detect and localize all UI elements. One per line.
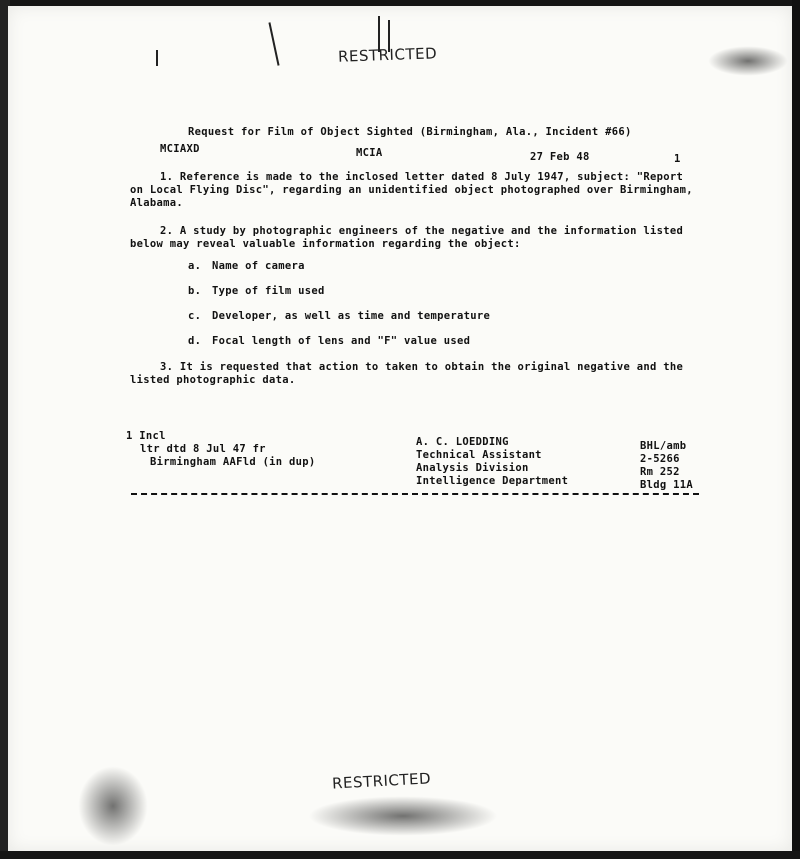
paragraph-1-line-2: on Local Flying Disc", regarding an unidentified object photographed over Birmingham, (130, 184, 693, 196)
paragraph-3-line-1: 3. It is requested that action to taken to obtain the original negative and the (160, 361, 684, 373)
subject-line: Request for Film of Object Sighted (Birmingham, Ala., Incident #66) (188, 126, 632, 138)
paragraph-1-line-3: Alabama. (130, 197, 183, 209)
paragraph-1-line-1: 1. Reference is made to the inclosed letter dated 8 July 1947, subject: "Report (160, 171, 684, 183)
list-item-letter: b. (188, 285, 202, 297)
scan-mark (268, 22, 279, 65)
reference-building: Bldg 11A (640, 479, 693, 491)
signature-title: Technical Assistant (416, 449, 542, 461)
paragraph-2-line-2: below may reveal valuable information regarding the object: (130, 238, 521, 250)
document-page (8, 6, 792, 851)
reference-initials: BHL/amb (640, 440, 687, 452)
signature-division: Analysis Division (416, 462, 529, 474)
scan-edge-right (792, 0, 800, 859)
routing-number: 1 (674, 153, 681, 165)
list-item-letter: c. (188, 310, 202, 322)
scan-mark (156, 50, 158, 66)
list-item-text: Focal length of lens and "F" value used (212, 335, 471, 347)
inclosure-line-1: 1 Incl (126, 430, 166, 442)
inclosure-line-2: ltr dtd 8 Jul 47 fr (140, 443, 266, 455)
scan-edge-bottom (0, 851, 800, 859)
reference-room: Rm 252 (640, 466, 680, 478)
inclosure-line-3: Birmingham AAFld (in dup) (150, 456, 316, 468)
dashed-divider (131, 493, 699, 495)
scan-smudge (308, 796, 498, 836)
list-item-letter: a. (188, 260, 202, 272)
list-item-letter: d. (188, 335, 202, 347)
scan-smudge (708, 46, 788, 76)
reference-phone: 2-5266 (640, 453, 680, 465)
scan-smudge (78, 766, 148, 846)
routing-to: MCIA (356, 147, 383, 159)
list-item-text: Developer, as well as time and temperature (212, 310, 491, 322)
restricted-stamp-top: RESTRICTED (337, 44, 438, 66)
signature-name: A. C. LOEDDING (416, 436, 509, 448)
list-item-text: Type of film used (212, 285, 325, 297)
restricted-stamp-bottom: RESTRICTED (331, 769, 432, 793)
routing-date: 27 Feb 48 (530, 151, 590, 163)
list-item-text: Name of camera (212, 260, 305, 272)
routing-from: MCIAXD (160, 143, 200, 155)
paragraph-3-line-2: listed photographic data. (130, 374, 296, 386)
signature-department: Intelligence Department (416, 475, 569, 487)
paragraph-2-line-1: 2. A study by photographic engineers of the negative and the information listed (160, 225, 684, 237)
